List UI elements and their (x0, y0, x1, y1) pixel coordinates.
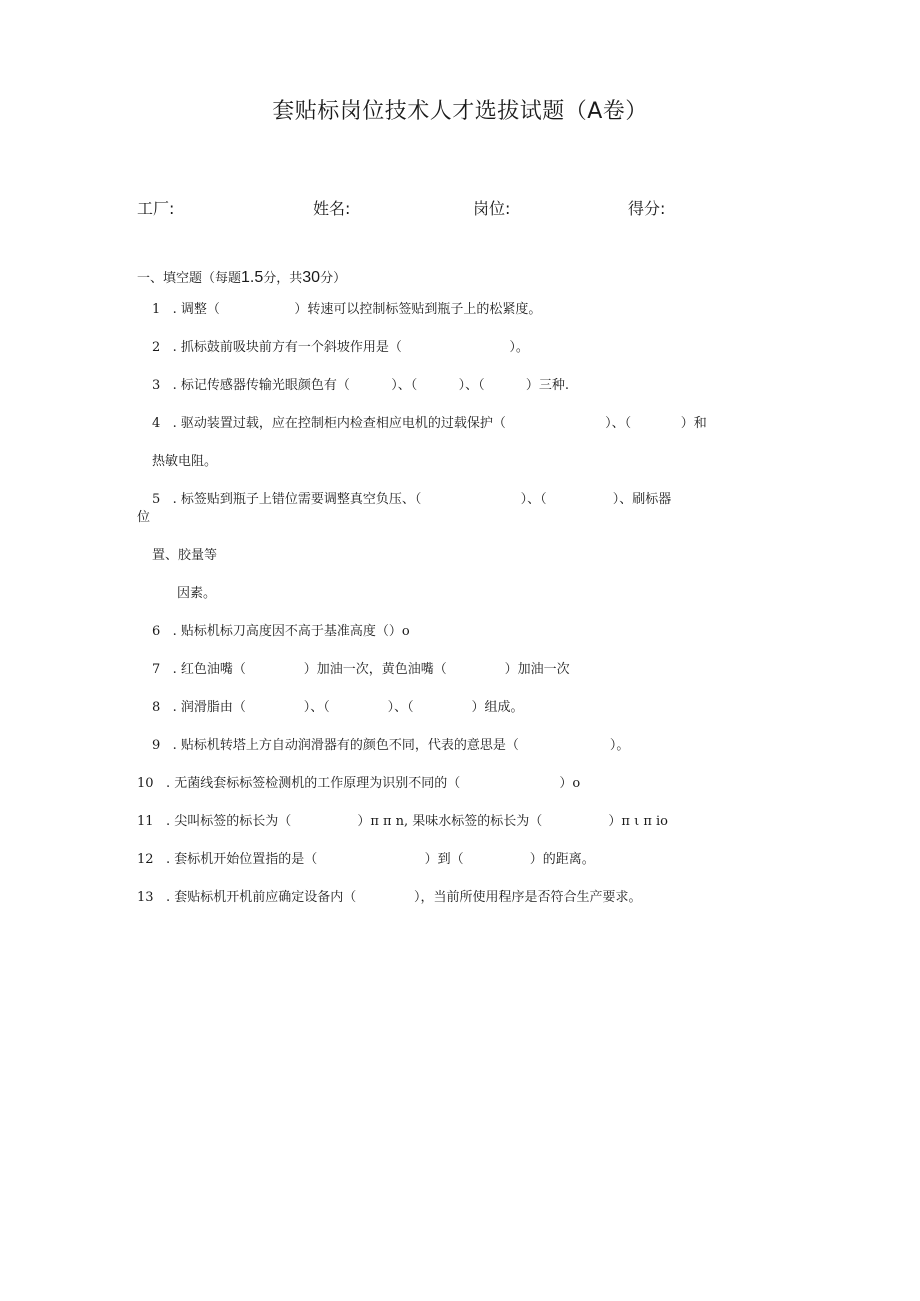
question-5: 5 . 标签贴到瓶子上错位需要调整真空负压、（ ）、（ ）、刷标器 (152, 492, 672, 507)
question-11: 11 . 尖叫标签的标长为（ ）π π n, 果味水标签的标长为（ ）π ι π io (137, 814, 668, 829)
question-1: 1 . 调整（ ）转速可以控制标签贴到瓶子上的松紧度。 (152, 302, 542, 317)
post-label: 岗位: (473, 199, 511, 218)
question-8: 8 . 润滑脂由（ ）、（ ）、（ ）组成。 (152, 700, 524, 715)
question-5-continued: 置、胶量等 (152, 548, 218, 563)
section-heading: 一、填空题（每题1.5分，共30分） (137, 269, 347, 286)
question-13: 13 . 套贴标机开机前应确定设备内（ ），当前所使用程序是否符合生产要求。 (137, 890, 642, 905)
question-2: 2 . 抓标鼓前吸块前方有一个斜坡作用是（ ）。 (152, 340, 529, 355)
question-9: 9 . 贴标机转塔上方自动润滑器有的颜色不同，代表的意思是（ ）。 (152, 738, 630, 753)
question-5-wrap: 位 (137, 510, 151, 525)
name-label: 姓名: (313, 199, 351, 218)
question-10: 10 . 无菌线套标标签检测机的工作原理为识别不同的（ ）o (137, 776, 581, 791)
question-4: 4 . 驱动装置过载，应在控制柜内检查相应电机的过载保护（ ）、（ ）和 (152, 416, 707, 431)
exam-title: 套贴标岗位技术人才选拔试题（A卷） (272, 99, 648, 124)
question-3: 3 . 标记传感器传输光眼颜色有（ ）、（ ）、（ ）三种. (152, 378, 570, 393)
question-12: 12 . 套标机开始位置指的是（ ）到（ ）的距离。 (137, 852, 595, 867)
factory-label: 工厂: (137, 199, 175, 218)
question-6: 6 . 贴标机标刀高度因不高于基准高度（）o (152, 624, 410, 639)
score-label: 得分: (628, 199, 666, 218)
question-4-continued: 热敏电阻。 (152, 454, 218, 469)
question-5-end: 因素。 (177, 586, 217, 601)
question-7: 7 . 红色油嘴（ ）加油一次，黄色油嘴（ ）加油一次 (152, 662, 570, 677)
